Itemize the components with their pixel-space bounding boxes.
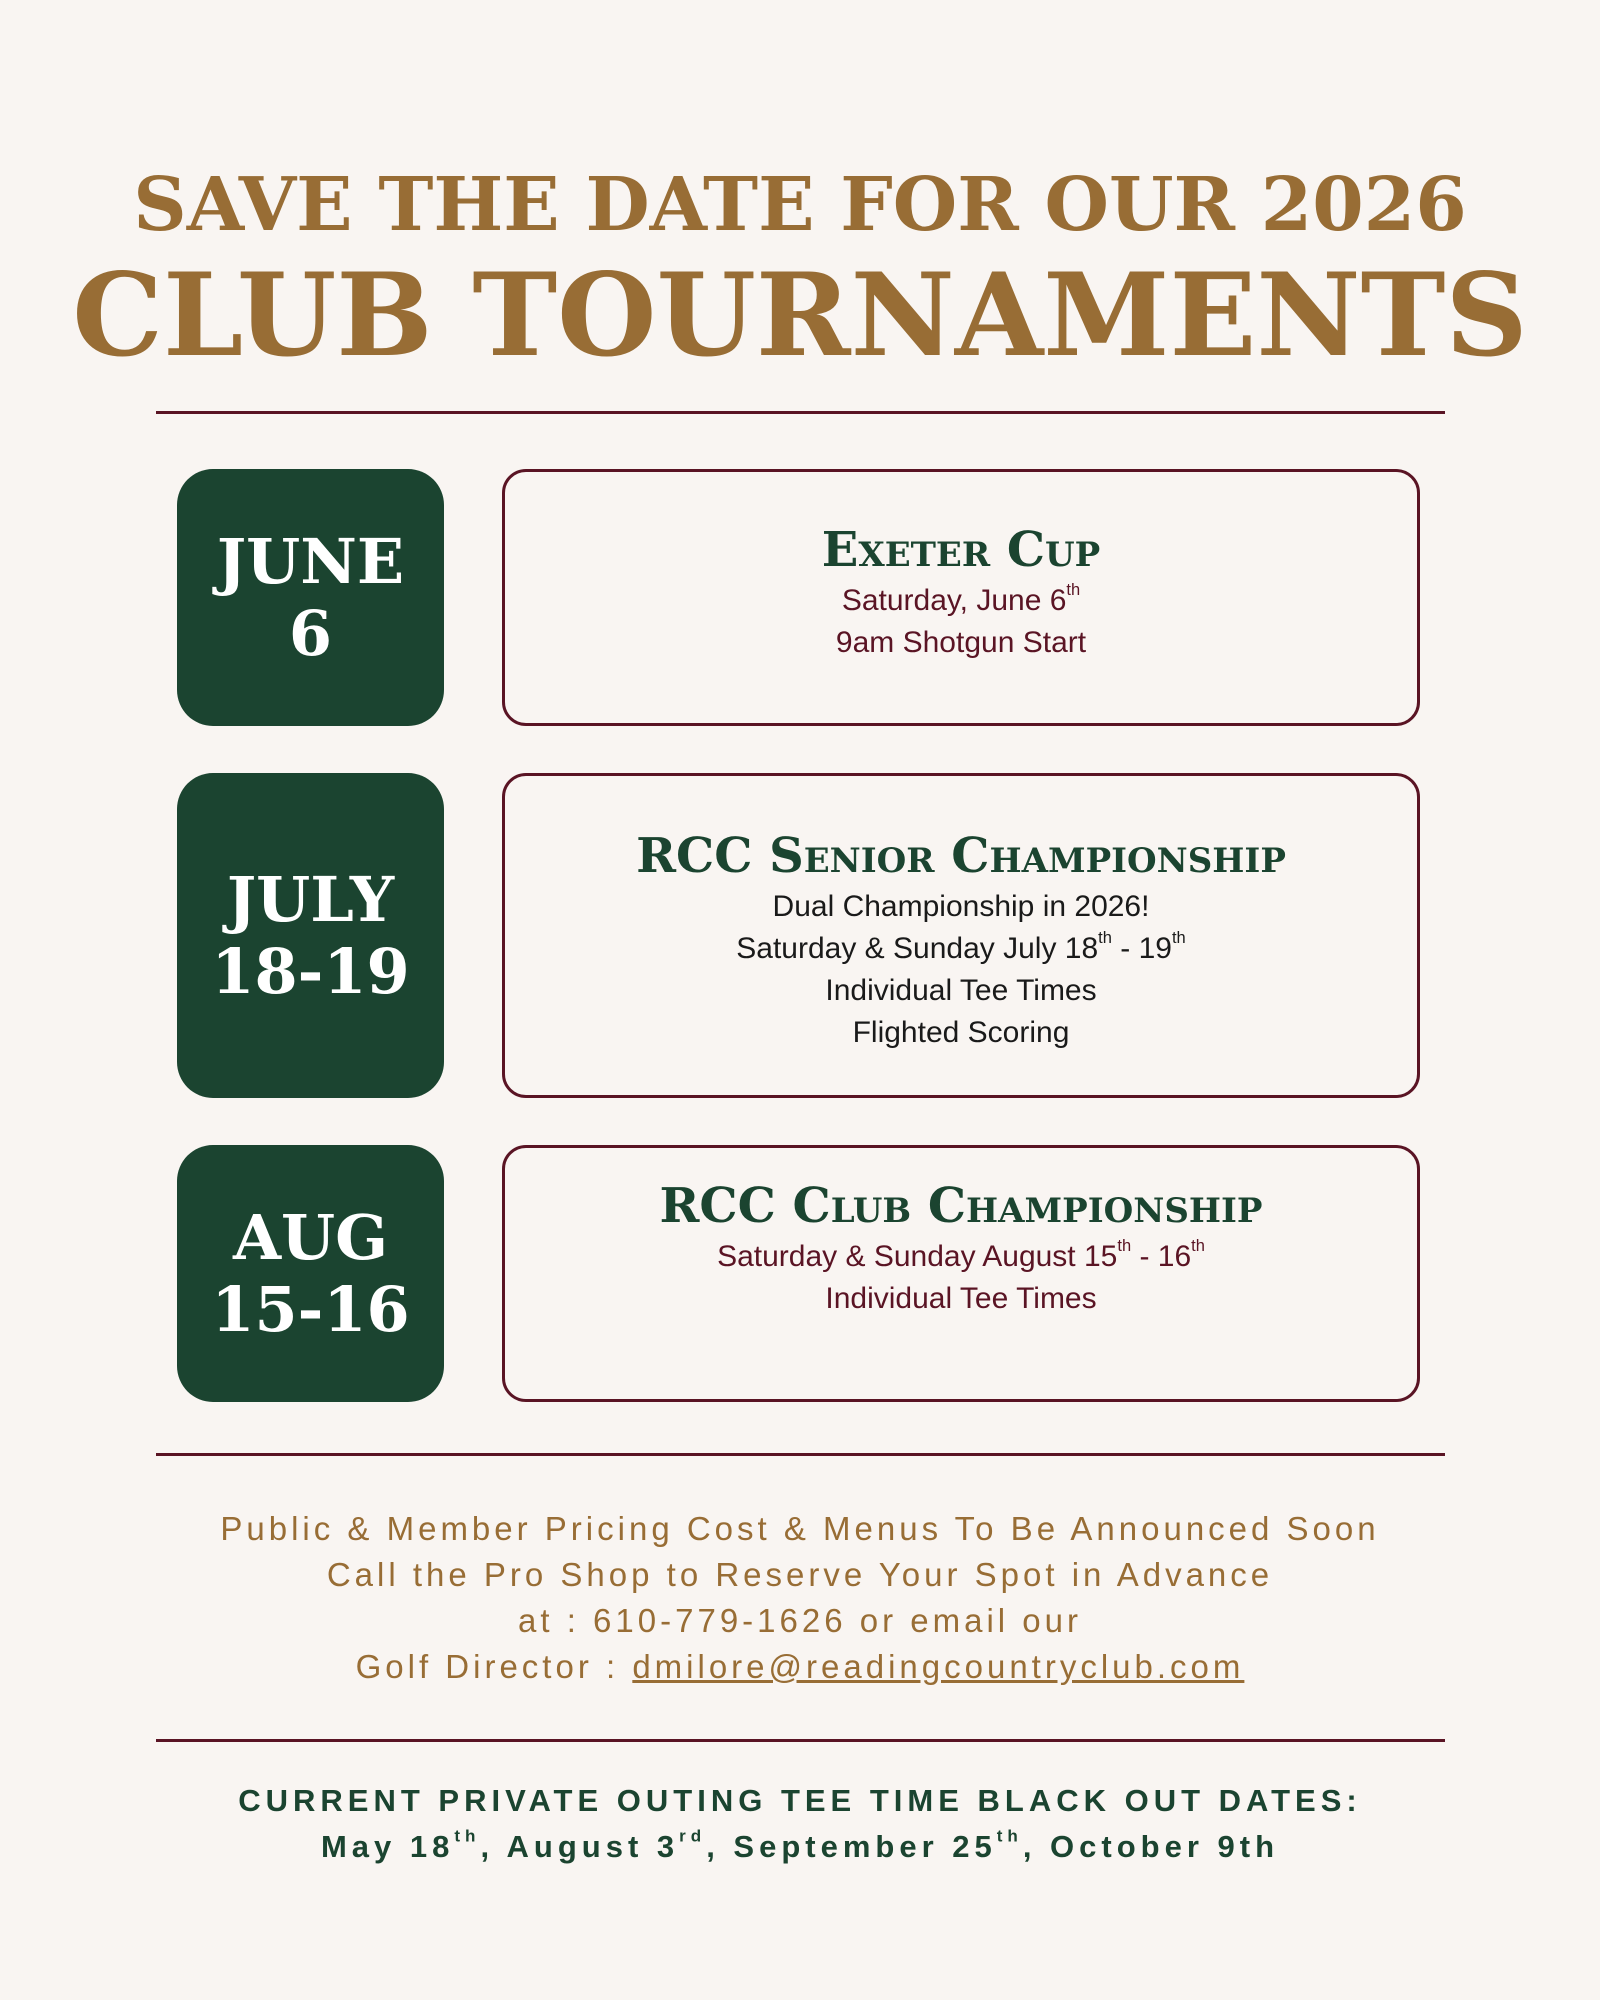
info-reserve: Call the Pro Shop to Reserve Your Spot in Advance [326,1556,1274,1593]
info-pricing: Public & Member Pricing Cost & Menus To Be Announced Soon [220,1510,1380,1547]
date-tile-june [177,469,444,726]
event-format: Individual Tee Times [825,1282,1097,1315]
event-date: Saturday, June 6th [841,581,1081,617]
date-day: 6 [288,596,333,670]
event-note: Dual Championship in 2026! [772,890,1150,923]
date-day: 18-19 [211,934,410,1008]
event-date: Saturday & Sunday July 18th - 19th [736,929,1186,965]
event-name: Exeter Cup [821,522,1101,578]
event-start: 9am Shotgun Start [835,626,1087,659]
divider-top [156,411,1445,414]
date-day: 15-16 [211,1272,410,1346]
divider-bottom [156,1739,1445,1742]
date-tile-aug [177,1145,444,1402]
date-tile-july [177,773,444,1098]
event-scoring: Flighted Scoring [852,1016,1070,1049]
event-name: RCC Senior Championship [636,828,1286,884]
event-format: Individual Tee Times [825,974,1097,1007]
title-line-1: SAVE THE DATE FOR OUR 2026 [133,162,1467,248]
date-month: JUNE [216,524,405,598]
date-month: JULY [226,862,395,936]
blackout-dates: May 18th, August 3rd, September 25th, October 9th [320,1826,1280,1864]
event-card-exeter-cup [502,469,1420,726]
info-phone: at : 610-779-1626 or email our [518,1602,1082,1639]
event-card-club-championship [502,1145,1420,1402]
event-card-senior-championship [502,773,1420,1098]
info-block [0,1506,1600,1690]
blackout-heading: CURRENT PRIVATE OUTING TEE TIME BLACK OUT DATES: [238,1783,1362,1818]
email-link[interactable]: dmilore@readingcountryclub.com [632,1648,1245,1685]
event-name: RCC Club Championship [659,1178,1263,1234]
divider-middle [156,1453,1445,1456]
event-date: Saturday & Sunday August 15th - 16th [717,1237,1205,1273]
title-line-2: CLUB TOURNAMENTS [72,248,1528,382]
info-director: Golf Director : dmilore@readingcountryclub.com [355,1648,1245,1685]
date-month: AUG [232,1200,389,1274]
blackout-block [0,1778,1600,1870]
